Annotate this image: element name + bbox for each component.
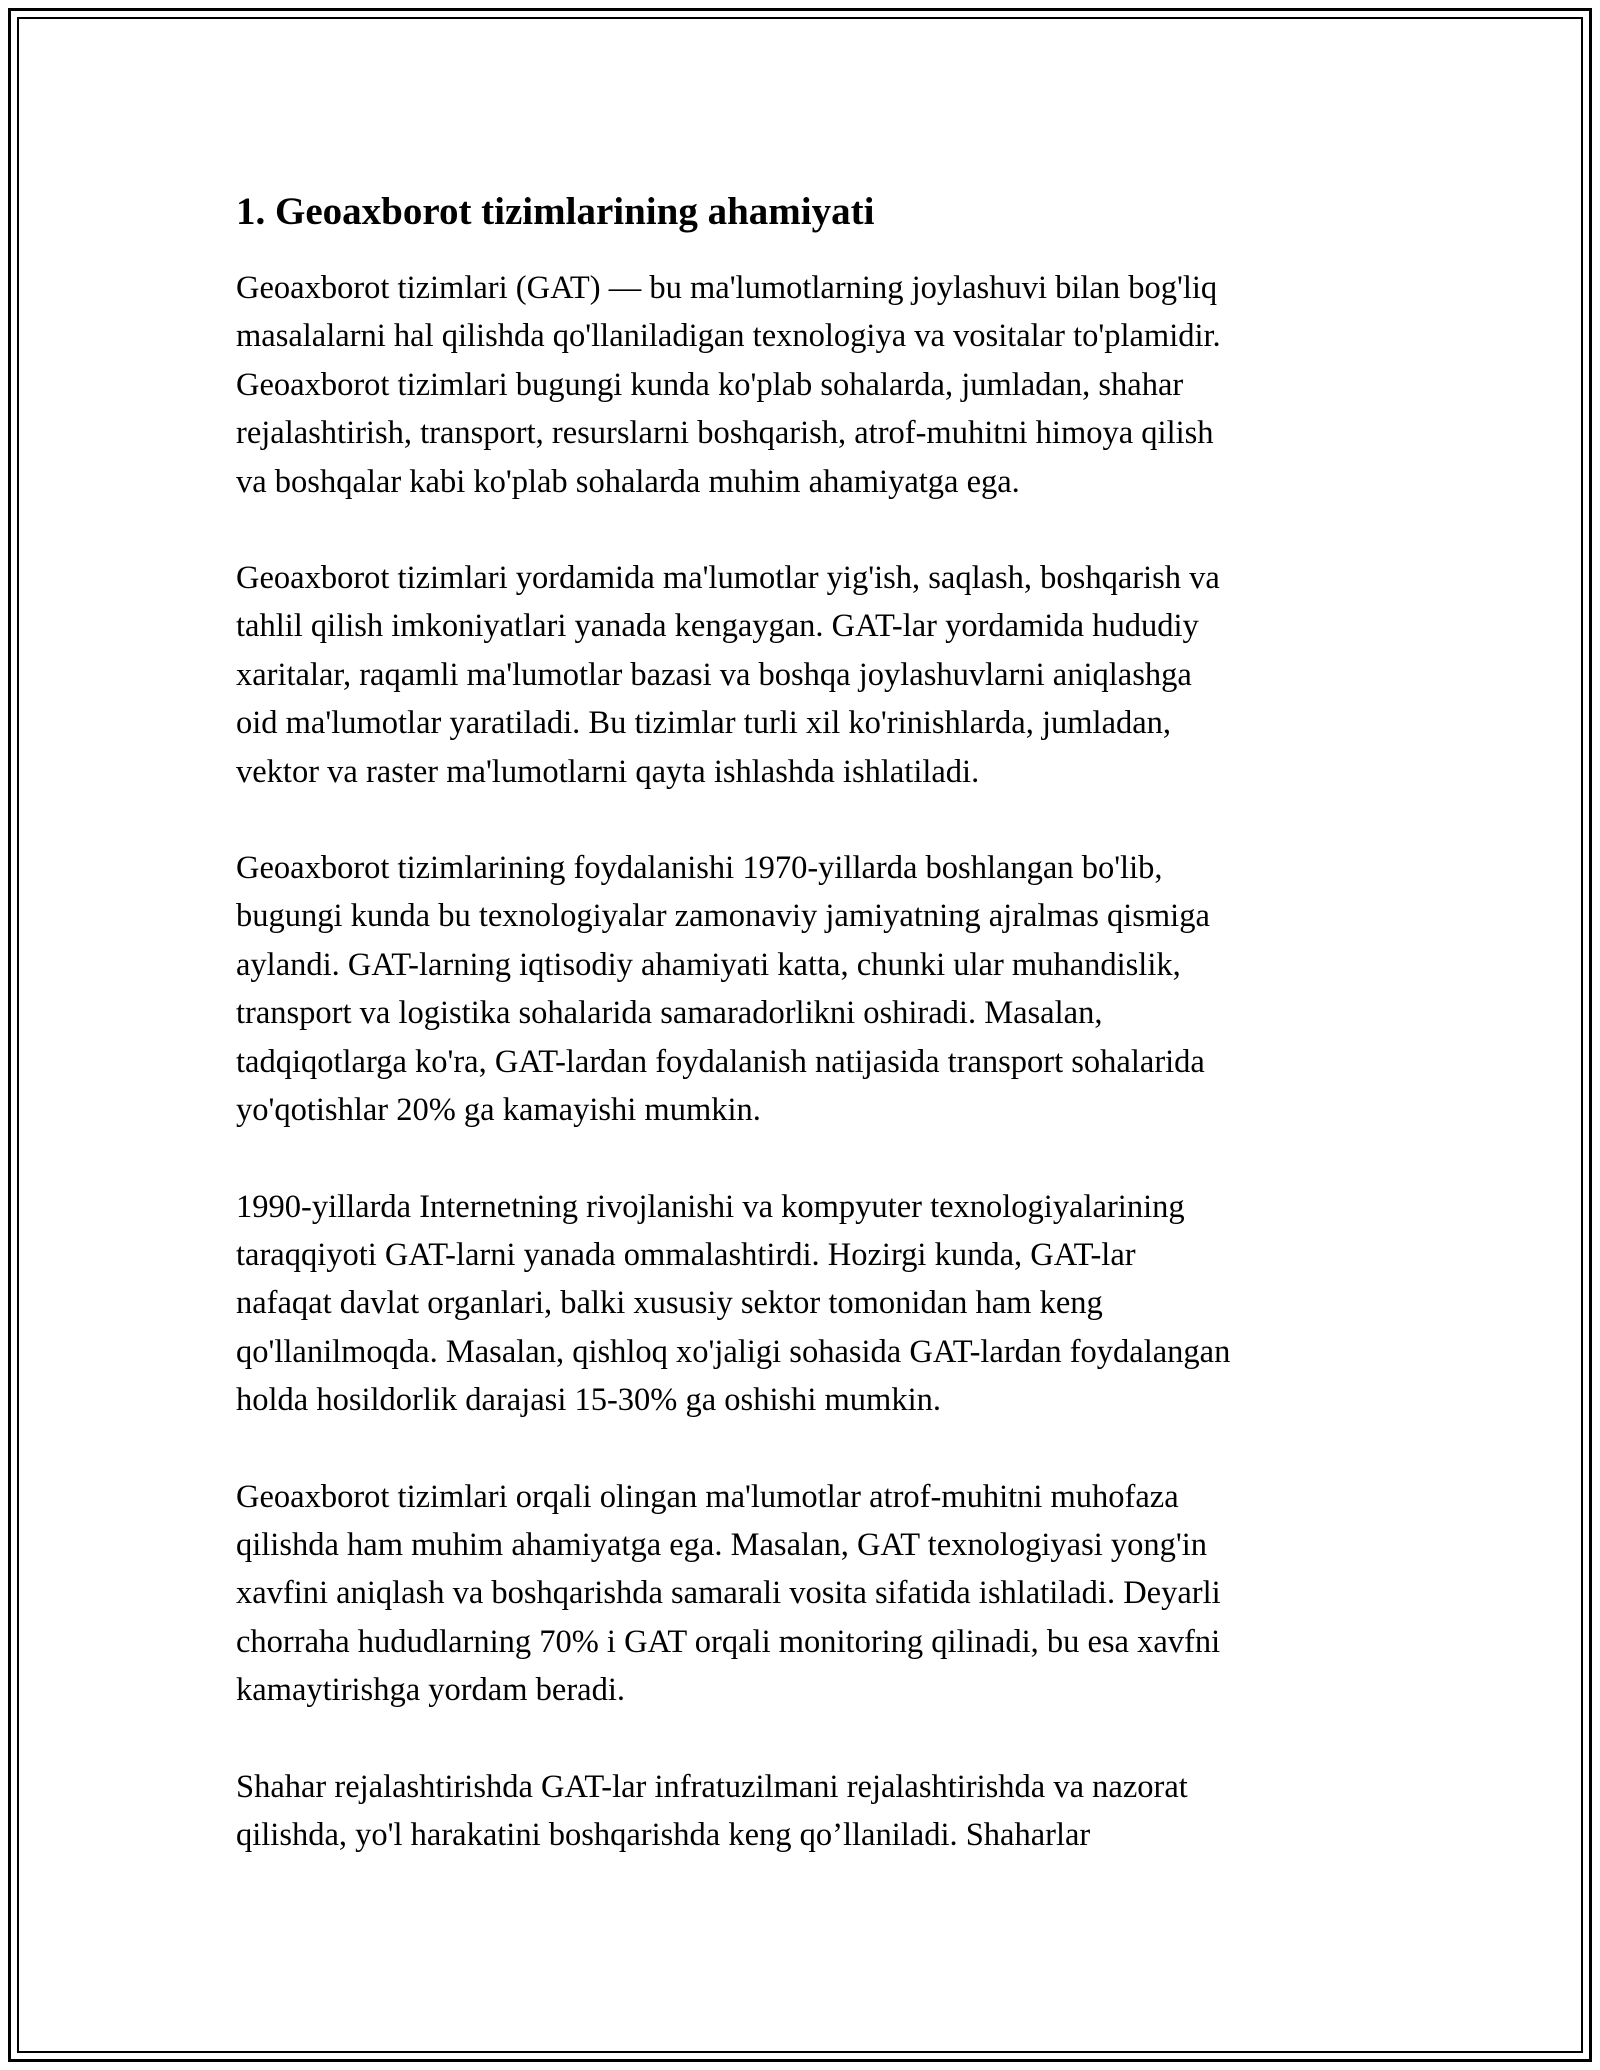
paragraph-line: va boshqalar kabi ko'plab sohalarda muhim ahamiyatga ega. (236, 463, 1020, 500)
paragraph-line: tahlil qilish imkoniyatlari yanada kengaygan. GAT-lar yordamida hududiy (236, 608, 1199, 645)
paragraph-3 (236, 844, 1376, 1134)
document-body (236, 188, 1376, 1907)
paragraph-line: oid ma'lumotlar yaratiladi. Bu tizimlar turli xil ko'rinishlarda, jumladan, (236, 705, 1172, 742)
paragraph-line: tadqiqotlarga ko'ra, GAT-lardan foydalanish natijasida transport sohalarida (236, 1043, 1205, 1080)
paragraph-line: Geoaxborot tizimlari yordamida ma'lumotlar yig'ish, saqlash, boshqarish va (236, 560, 1220, 597)
paragraph-line: qo'llanilmoqda. Masalan, qishloq xo'jaligi sohasida GAT-lardan foydalangan (236, 1333, 1231, 1370)
paragraph-line: xaritalar, raqamli ma'lumotlar bazasi va boshqa joylashuvlarni aniqlashga (236, 656, 1192, 693)
paragraph-line: taraqqiyoti GAT-larni yanada ommalashtirdi. Hozirgi kunda, GAT-lar (236, 1236, 1136, 1273)
paragraph-line: yo'qotishlar 20% ga kamayishi mumkin. (236, 1092, 761, 1129)
paragraph-2 (236, 554, 1376, 796)
paragraph-line: bugungi kunda bu texnologiyalar zamonaviy jamiyatning ajralmas qismiga (236, 898, 1210, 935)
paragraph-line: qilishda, yo'l harakatini boshqarishda keng qo’llaniladi. Shaharlar (236, 1816, 1091, 1853)
paragraph-line: Shahar rejalashtirishda GAT-lar infratuzilmani rejalashtirishda va nazorat (236, 1768, 1188, 1805)
paragraph-6 (236, 1763, 1376, 1860)
paragraph-line: Geoaxborot tizimlari orqali olingan ma'lumotlar atrof-muhitni muhofaza (236, 1478, 1179, 1515)
paragraph-5 (236, 1473, 1376, 1715)
paragraph-line: 1990-yillarda Internetning rivojlanishi va kompyuter texnologiyalarining (236, 1188, 1185, 1225)
paragraph-line: holda hosildorlik darajasi 15-30% ga oshishi mumkin. (236, 1382, 941, 1419)
paragraph-4 (236, 1183, 1376, 1425)
paragraph-line: xavfini aniqlash va boshqarishda samarali vosita sifatida ishlatiladi. Deyarli (236, 1575, 1221, 1612)
paragraph-line: nafaqat davlat organlari, balki xususiy sektor tomonidan ham keng (236, 1285, 1103, 1322)
paragraph-line: Geoaxborot tizimlarining foydalanishi 1970-yillarda boshlangan bo'lib, (236, 850, 1163, 887)
paragraph-1 (236, 264, 1376, 506)
paragraph-line: vektor va raster ma'lumotlarni qayta ishlashda ishlatiladi. (236, 753, 980, 790)
paragraph-line: kamaytirishga yordam beradi. (236, 1672, 625, 1709)
section-heading: 1. Geoaxborot tizimlarining ahamiyati (236, 190, 875, 233)
paragraph-line: rejalashtirish, transport, resurslarni boshqarish, atrof-muhitni himoya qilish (236, 415, 1214, 452)
paragraph-line: Geoaxborot tizimlari (GAT) — bu ma'lumotlarning joylashuvi bilan bog'liq (236, 270, 1218, 306)
paragraph-line: transport va logistika sohalarida samaradorlikni oshiradi. Masalan, (236, 995, 1103, 1032)
paragraph-line: Geoaxborot tizimlari bugungi kunda ko'plab sohalarda, jumladan, shahar (236, 366, 1184, 403)
paragraph-line: qilishda ham muhim ahamiyatga ega. Masalan, GAT texnologiyasi yong'in (236, 1526, 1208, 1563)
paragraph-line: masalalarni hal qilishda qo'llaniladigan texnologiya va vositalar to'plamidir. (236, 318, 1221, 355)
paragraph-line: chorraha hududlarning 70% i GAT orqali monitoring qilinadi, bu esa xavfni (236, 1623, 1221, 1660)
paragraph-line: aylandi. GAT-larning iqtisodiy ahamiyati katta, chunki ular muhandislik, (236, 946, 1181, 983)
